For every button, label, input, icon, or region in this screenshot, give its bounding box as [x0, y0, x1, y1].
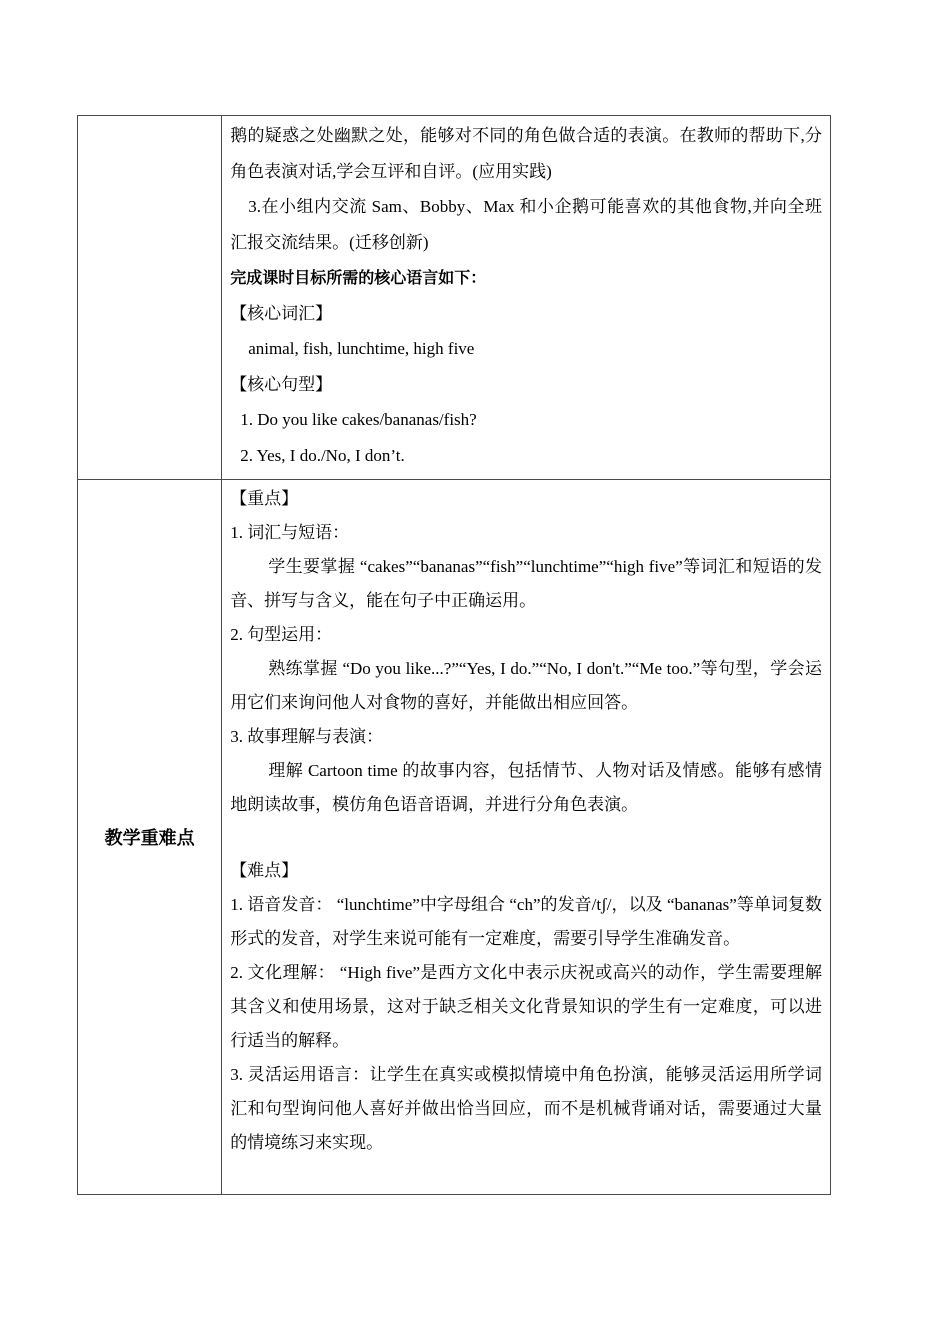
key-point-2-body: 熟练掌握 “Do you like...?”“Yes, I do.”“No, I don't.”“Me too.”等句型，学会运用它们来询问他人对食物的喜好，并能做出相应回答。 [230, 659, 822, 712]
difficulty-3: 3. 灵活运用语言：让学生在真实或模拟情境中角色扮演，能够灵活运用所学词汇和句型询问他人喜好并做出恰当回应，而不是机械背诵对话，需要通过大量的情境练习来实现。 [230, 1065, 822, 1152]
core-vocab-heading: 【核心词汇】 [230, 303, 333, 323]
key-point-3-title: 3. 故事理解与表演： [230, 727, 384, 746]
key-point-3-body: 理解 Cartoon time 的故事内容，包括情节、人物对话及情感。能够有感情地朗读故事，模仿角色语音语调，并进行分角色表演。 [230, 761, 822, 814]
key-difficult-points-row [78, 480, 831, 1195]
objectives-continued-row [78, 116, 831, 480]
difficulties-heading: 【难点】 [230, 861, 299, 880]
row-label-empty [78, 116, 222, 480]
key-points-heading: 【重点】 [230, 489, 299, 508]
difficulty-1: 1. 语音发音： “lunchtime”中字母组合 “ch”的发音/tʃ/，以及 “bananas”等单词复数形式的发音，对学生来说可能有一定难度，需要引导学生准确发音。 [230, 895, 822, 948]
core-language-heading: 完成课时目标所需的核心语言如下： [230, 268, 487, 287]
difficulty-2: 2. 文化理解： “High five”是西方文化中表示庆祝或高兴的动作，学生需要理解其含义和使用场景，这对于缺乏相关文化背景知识的学生有一定难度，可以进行适当的解释。 [230, 963, 822, 1050]
objective-2-continued: 鹅的疑惑之处幽默之处，能够对不同的角色做合适的表演。在教师的帮助下,分角色表演对话,学会互评和自评。(应用实践) [230, 126, 822, 181]
key-point-1-title: 1. 词汇与短语： [230, 523, 350, 542]
key-point-2-title: 2. 句型运用： [230, 625, 333, 644]
core-sentence-2: 2. Yes, I do./No, I don’t. [240, 445, 405, 465]
core-sentence-heading: 【核心句型】 [230, 374, 333, 394]
key-difficult-content-cell [222, 480, 831, 1195]
core-sentence-1: 1. Do you like cakes/bananas/fish? [240, 410, 477, 429]
spacer [230, 822, 822, 854]
objectives-content-cell [222, 116, 831, 480]
key-point-1-body: 学生要掌握 “cakes”“bananas”“fish”“lunchtime”“high five”等词汇和短语的发音、拼写与含义，能在句子中正确运用。 [230, 557, 822, 610]
core-vocab-list: animal, fish, lunchtime, high five [248, 339, 475, 358]
row-label-key-difficult-points: 教学重难点 [78, 480, 222, 1195]
objective-3: 3.在小组内交流 Sam、Bobby、Max 和小企鹅可能喜欢的其他食物,并向全班汇报交流结果。(迁移创新) [230, 197, 822, 252]
lesson-plan-table [77, 115, 831, 1195]
